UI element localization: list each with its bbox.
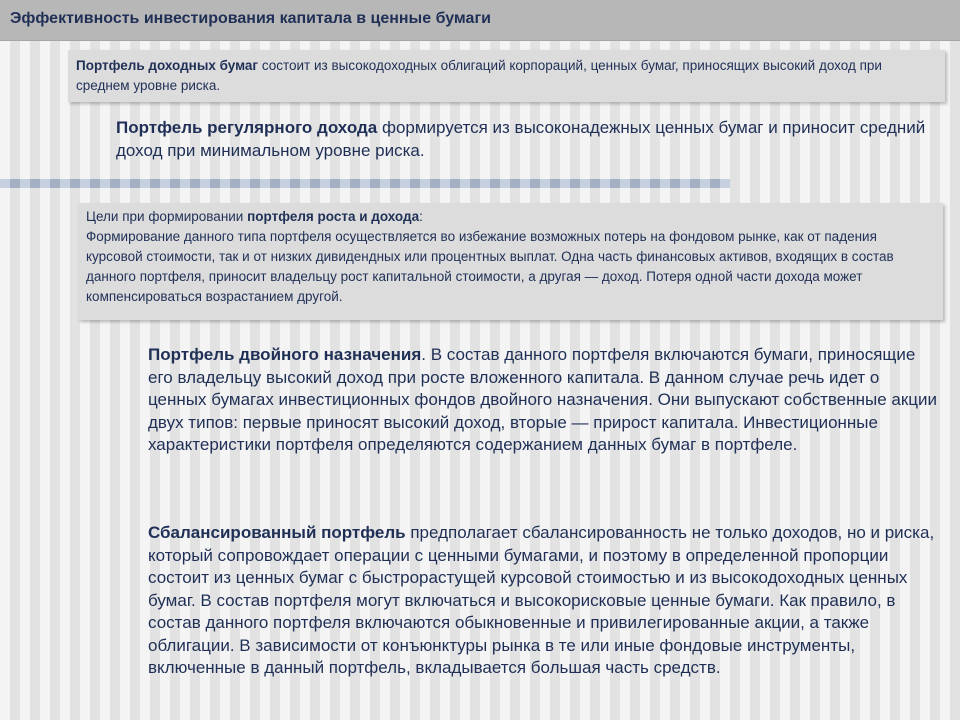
dual-purpose-text: . В состав данного портфеля включаются бумаги, приносящие его владельцу высокий доход при росте вложенного капитала. В данном случае речь идет о ценных бумагах инвестиционных фондов двойного назначения. Они выпускают собственные акции двух типов: первые приносят высокий доход, вторые — прирост капитала. Инвестиционные характеристики портфеля определяются содержанием данных бумаг в портфеле. bbox=[148, 345, 937, 454]
balanced-term: Сбалансированный портфель bbox=[148, 523, 406, 542]
regular-income-term: Портфель регулярного дохода bbox=[116, 118, 378, 137]
title-bar bbox=[0, 0, 960, 41]
income-portfolio-text: состоит из высокодоходных облигаций корпораций, ценных бумаг, приносящих высокий доход при среднем уровне риска. bbox=[76, 58, 882, 93]
growth-income-intro bbox=[86, 207, 935, 227]
balanced-paragraph bbox=[148, 522, 938, 680]
growth-income-body: Формирование данного типа портфеля осуществляется во избежание возможных потерь на фондовом рынке, как от падения курсовой стоимости, так и от низких дивидендных или процентных выплат. Одна часть финансовых активов, входящих в состав данного портфеля, приносит владельцу рост капитальной стоимости, а другая — доход. Потеря одной части дохода может компенсироваться возрастанием другой. bbox=[86, 229, 894, 304]
regular-income-paragraph bbox=[116, 117, 946, 162]
dual-purpose-term: Портфель двойного назначения bbox=[148, 345, 422, 364]
growth-income-intro-prefix: Цели при формировании bbox=[86, 209, 248, 224]
regular-income-text: формируется из высоконадежных ценных бумаг и приносит средний доход при минимальном уровне риска. bbox=[116, 118, 926, 160]
growth-income-term: портфеля роста и дохода bbox=[247, 209, 420, 224]
growth-income-intro-suffix: : bbox=[419, 209, 423, 224]
income-portfolio-box bbox=[68, 50, 945, 102]
divider-rule bbox=[0, 179, 730, 188]
balanced-text: предполагает сбалансированность не только доходов, но и риска, который сопровождает операции с ценными бумагами, и поэтому в определенной пропорции состоит из ценных бумаг с быстрорастущей курсовой стоимостью и из высокодоходных ценных бумаг. В состав портфеля могут включаться и высокорисковые ценные бумаги. Как правило, в состав данного портфеля включаются обыкновенные и привилегированные акции, а также облигации. В зависимости от конъюнктуры рынка в те или иные фондовые инструменты, включенные в данный портфель, вкладывается большая часть средств. bbox=[148, 523, 935, 677]
dual-purpose-paragraph bbox=[148, 344, 938, 457]
slide-title: Эффективность инвестирования капитала в ценные бумаги bbox=[10, 10, 491, 27]
growth-income-box bbox=[78, 203, 943, 320]
income-portfolio-term: Портфель доходных бумаг bbox=[76, 58, 259, 73]
